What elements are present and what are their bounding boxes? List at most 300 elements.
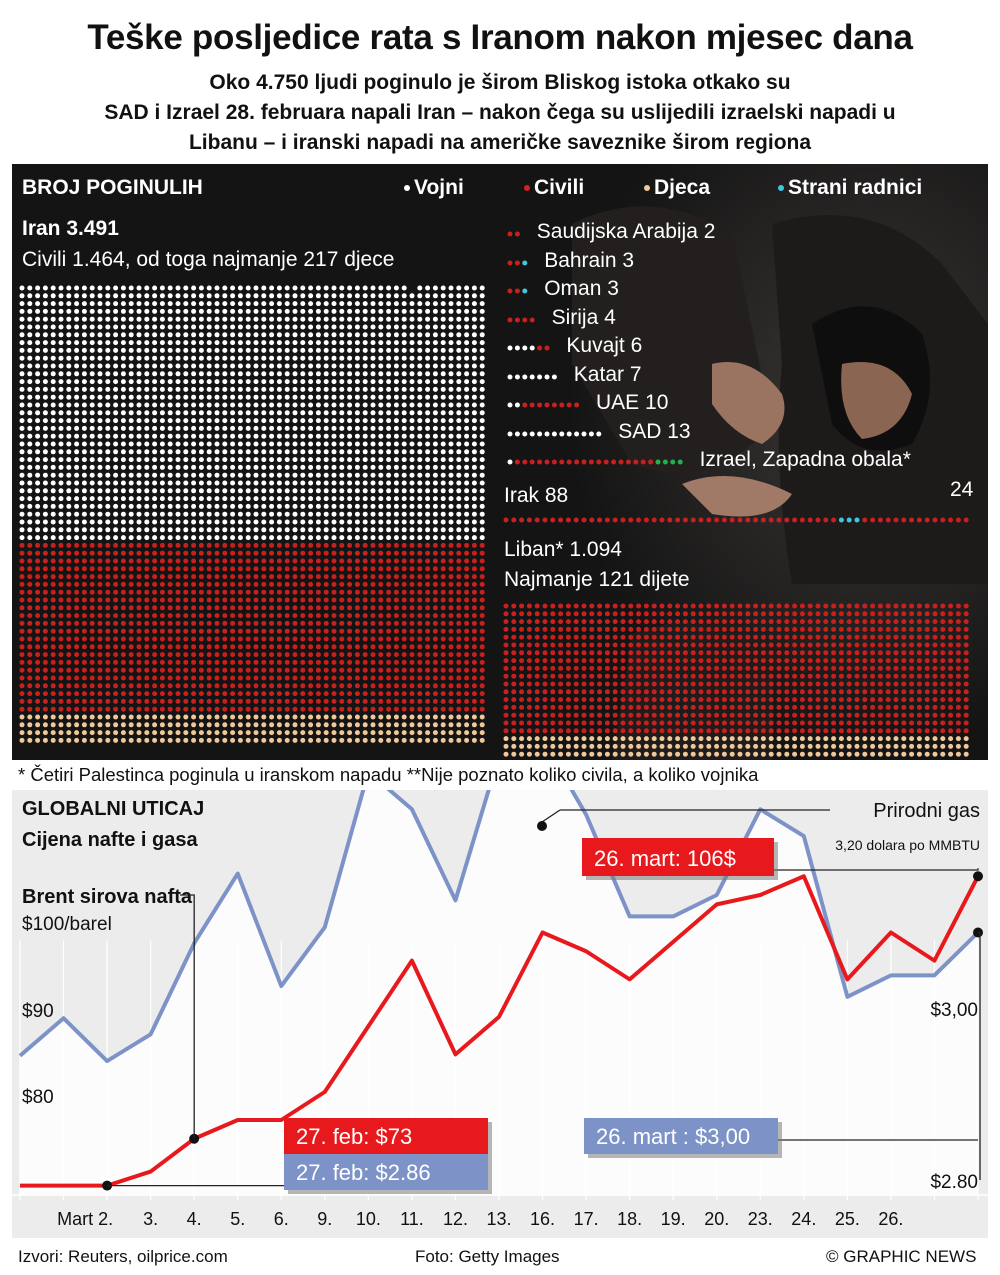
liban-dot xyxy=(855,744,860,749)
iran-dot xyxy=(20,387,25,392)
iran-dot xyxy=(183,395,188,400)
iran-dot xyxy=(35,348,40,353)
liban-dot xyxy=(722,650,727,655)
iran-dot xyxy=(261,598,266,603)
iran-dot xyxy=(191,613,196,618)
iran-dot xyxy=(222,559,227,564)
iran-dot xyxy=(425,340,430,345)
iran-dot xyxy=(121,527,126,532)
liban-dot xyxy=(738,744,743,749)
iran-dot xyxy=(66,395,71,400)
iran-dot xyxy=(160,699,165,704)
iran-dot xyxy=(74,629,79,634)
iran-dot xyxy=(66,449,71,454)
iran-dot xyxy=(222,535,227,540)
iran-dot xyxy=(347,465,352,470)
liban-dot xyxy=(784,705,789,710)
iran-dot xyxy=(378,637,383,642)
iran-dot xyxy=(300,543,305,548)
iran-dot xyxy=(105,325,110,330)
iran-dot xyxy=(464,465,469,470)
iran-dot xyxy=(269,590,274,595)
x-tick-label: 6. xyxy=(273,1209,289,1229)
liban-dot xyxy=(777,674,782,679)
irak-dot xyxy=(753,518,758,523)
iran-dot xyxy=(417,403,422,408)
iran-dot xyxy=(113,317,118,322)
liban-dot xyxy=(644,713,649,718)
iran-dot xyxy=(410,559,415,564)
iran-dot xyxy=(378,426,383,431)
iran-dot xyxy=(464,652,469,657)
iran-dot xyxy=(300,457,305,462)
iran-dot xyxy=(339,613,344,618)
iran-dot xyxy=(59,379,64,384)
iran-dot xyxy=(59,644,64,649)
liban-dot xyxy=(940,619,945,624)
iran-dot xyxy=(332,598,337,603)
iran-dot xyxy=(456,449,461,454)
iran-dot xyxy=(386,434,391,439)
iran-dot xyxy=(199,590,204,595)
iran-dot xyxy=(425,301,430,306)
iran-dot xyxy=(332,535,337,540)
liban-dot xyxy=(800,713,805,718)
iran-dot xyxy=(230,387,235,392)
iran-dot xyxy=(230,340,235,345)
iran-dot xyxy=(191,332,196,337)
iran-dot xyxy=(449,473,454,478)
iran-dot xyxy=(207,559,212,564)
iran-dot xyxy=(433,543,438,548)
iran-dot xyxy=(43,457,48,462)
iran-dot xyxy=(51,293,56,298)
iran-dot xyxy=(20,332,25,337)
iran-dot xyxy=(417,293,422,298)
iran-dot xyxy=(199,543,204,548)
liban-dot xyxy=(706,627,711,632)
liban-dot xyxy=(855,721,860,726)
iran-dot xyxy=(160,512,165,517)
liban-dot xyxy=(901,697,906,702)
iran-dot xyxy=(246,668,251,673)
iran-dot xyxy=(363,582,368,587)
iran-dot xyxy=(183,621,188,626)
iran-dot xyxy=(215,364,220,369)
iran-dot xyxy=(269,644,274,649)
iran-dot xyxy=(293,317,298,322)
liban-dot xyxy=(933,643,938,648)
iran-dot xyxy=(277,730,282,735)
iran-dot xyxy=(168,488,173,493)
iran-dot xyxy=(417,637,422,642)
iran-dot xyxy=(347,504,352,509)
iran-dot xyxy=(285,598,290,603)
iran-dot xyxy=(20,598,25,603)
liban-dot xyxy=(933,736,938,741)
iran-dot xyxy=(285,722,290,727)
iran-dot xyxy=(191,676,196,681)
iran-dot xyxy=(378,317,383,322)
iran-dot xyxy=(394,426,399,431)
iran-dot xyxy=(246,457,251,462)
iran-dot xyxy=(254,707,259,712)
iran-dot xyxy=(27,598,32,603)
iran-dot xyxy=(425,387,430,392)
iran-dot xyxy=(35,621,40,626)
iran-dot xyxy=(121,621,126,626)
iran-dot xyxy=(230,590,235,595)
iran-dot xyxy=(472,496,477,501)
iran-dot xyxy=(394,286,399,291)
iran-dot xyxy=(238,730,243,735)
iran-dot xyxy=(66,442,71,447)
iran-dot xyxy=(308,364,313,369)
iran-dot xyxy=(324,582,329,587)
iran-dot xyxy=(183,457,188,462)
iran-dot xyxy=(417,449,422,454)
iran-dot xyxy=(121,629,126,634)
iran-dot xyxy=(137,496,142,501)
iran-dot xyxy=(20,504,25,509)
liban-dot xyxy=(543,643,548,648)
iran-dot xyxy=(316,715,321,720)
iran-dot xyxy=(339,286,344,291)
iran-dot xyxy=(238,317,243,322)
iran-dot xyxy=(347,566,352,571)
liban-dot xyxy=(925,635,930,640)
liban-dot xyxy=(870,643,875,648)
iran-dot xyxy=(168,301,173,306)
liban-dot xyxy=(839,627,844,632)
iran-dot xyxy=(43,387,48,392)
iran-dot xyxy=(98,395,103,400)
iran-dot xyxy=(378,418,383,423)
liban-dot xyxy=(816,674,821,679)
iran-dot xyxy=(144,590,149,595)
iran-dot xyxy=(20,582,25,587)
country-dot xyxy=(537,431,542,436)
iran-dot xyxy=(59,434,64,439)
iran-dot xyxy=(324,707,329,712)
iran-dot xyxy=(441,465,446,470)
iran-dot xyxy=(449,387,454,392)
iran-dot xyxy=(394,598,399,603)
liban-dot xyxy=(894,643,899,648)
iran-dot xyxy=(378,301,383,306)
iran-dot xyxy=(371,715,376,720)
iran-dot xyxy=(183,629,188,634)
iran-dot xyxy=(20,410,25,415)
iran-dot xyxy=(82,364,87,369)
liban-dot xyxy=(878,674,883,679)
iran-dot xyxy=(433,652,438,657)
iran-dot xyxy=(355,379,360,384)
iran-label: Iran 3.491 xyxy=(22,217,119,240)
liban-dot xyxy=(644,721,649,726)
iran-dot xyxy=(90,527,95,532)
iran-dot xyxy=(144,527,149,532)
iran-dot xyxy=(183,403,188,408)
iran-dot xyxy=(222,457,227,462)
iran-dot xyxy=(480,551,485,556)
iran-dot xyxy=(105,551,110,556)
liban-dot xyxy=(644,635,649,640)
iran-dot xyxy=(230,621,235,626)
liban-dot xyxy=(745,643,750,648)
iran-dot xyxy=(417,348,422,353)
iran-dot xyxy=(417,512,422,517)
iran-dot xyxy=(480,715,485,720)
iran-dot xyxy=(371,613,376,618)
iran-dot xyxy=(168,699,173,704)
iran-dot xyxy=(43,356,48,361)
iran-dot xyxy=(207,488,212,493)
iran-dot xyxy=(90,340,95,345)
iran-dot xyxy=(222,551,227,556)
iran-dot xyxy=(316,699,321,704)
country-dot xyxy=(611,460,616,465)
iran-dot xyxy=(160,652,165,657)
iran-dot xyxy=(90,512,95,517)
liban-dot xyxy=(566,728,571,733)
iran-dot xyxy=(160,481,165,486)
liban-dot xyxy=(605,713,610,718)
iran-dot xyxy=(199,535,204,540)
iran-dot xyxy=(402,535,407,540)
iran-dot xyxy=(207,442,212,447)
iran-dot xyxy=(168,434,173,439)
iran-dot xyxy=(472,691,477,696)
iran-dot xyxy=(144,301,149,306)
iran-dot xyxy=(129,504,134,509)
iran-dot xyxy=(176,395,181,400)
liban-dot xyxy=(652,682,657,687)
iran-dot xyxy=(238,356,243,361)
liban-dot xyxy=(683,619,688,624)
iran-dot xyxy=(316,293,321,298)
liban-dot xyxy=(745,721,750,726)
iran-dot xyxy=(246,488,251,493)
iran-dot xyxy=(402,621,407,626)
iran-dot xyxy=(456,504,461,509)
iran-dot xyxy=(51,722,56,727)
liban-dot xyxy=(925,713,930,718)
iran-dot xyxy=(222,403,227,408)
iran-dot xyxy=(121,426,126,431)
iran-dot xyxy=(66,488,71,493)
iran-dot xyxy=(433,301,438,306)
iran-dot xyxy=(51,387,56,392)
iran-dot xyxy=(43,403,48,408)
iran-dot xyxy=(82,387,87,392)
iran-dot xyxy=(144,722,149,727)
liban-dot xyxy=(730,752,735,757)
country-dot xyxy=(515,346,520,351)
iran-dot xyxy=(456,387,461,392)
liban-dot xyxy=(660,744,665,749)
iran-dot xyxy=(176,715,181,720)
iran-dot xyxy=(339,356,344,361)
iran-dot xyxy=(129,356,134,361)
subtitle-line-1: Oko 4.750 ljudi poginulo je širom Bliskog istoka otkako su xyxy=(209,71,791,94)
iran-dot xyxy=(230,722,235,727)
iran-dot xyxy=(261,715,266,720)
iran-dot xyxy=(472,309,477,314)
iran-dot xyxy=(27,301,32,306)
iran-dot xyxy=(74,387,79,392)
iran-dot xyxy=(168,551,173,556)
iran-dot xyxy=(363,707,368,712)
iran-dot xyxy=(176,551,181,556)
liban-dot xyxy=(901,666,906,671)
iran-dot xyxy=(176,309,181,314)
liban-dot xyxy=(940,650,945,655)
iran-dot xyxy=(144,629,149,634)
iran-dot xyxy=(316,410,321,415)
liban-dot xyxy=(808,627,813,632)
liban-dot xyxy=(652,689,657,694)
iran-dot xyxy=(324,551,329,556)
iran-dot xyxy=(261,434,266,439)
liban-dot xyxy=(761,643,766,648)
iran-dot xyxy=(269,527,274,532)
iran-dot xyxy=(238,629,243,634)
iran-dot xyxy=(176,691,181,696)
iran-dot xyxy=(105,605,110,610)
iran-dot xyxy=(378,730,383,735)
iran-dot xyxy=(238,566,243,571)
iran-dot xyxy=(433,449,438,454)
iran-dot xyxy=(105,598,110,603)
iran-dot xyxy=(20,488,25,493)
iran-dot xyxy=(238,418,243,423)
iran-dot xyxy=(168,504,173,509)
liban-dot xyxy=(558,705,563,710)
irak-dot xyxy=(636,518,641,523)
iran-dot xyxy=(43,293,48,298)
iran-dot xyxy=(113,457,118,462)
iran-dot xyxy=(293,691,298,696)
iran-dot xyxy=(293,504,298,509)
liban-dot xyxy=(683,635,688,640)
country-dot xyxy=(530,374,535,379)
liban-dot xyxy=(699,752,704,757)
iran-dot xyxy=(339,379,344,384)
iran-dot xyxy=(293,457,298,462)
iran-dot xyxy=(144,644,149,649)
iran-dot xyxy=(293,379,298,384)
iran-dot xyxy=(347,605,352,610)
iran-dot xyxy=(332,683,337,688)
iran-dot xyxy=(433,325,438,330)
iran-dot xyxy=(339,293,344,298)
liban-dot xyxy=(784,721,789,726)
iran-dot xyxy=(402,332,407,337)
iran-dot xyxy=(129,598,134,603)
iran-dot xyxy=(105,387,110,392)
liban-dot xyxy=(628,635,633,640)
iran-dot xyxy=(238,660,243,665)
iran-dot xyxy=(285,621,290,626)
iran-dot xyxy=(20,293,25,298)
iran-dot xyxy=(293,676,298,681)
iran-dot xyxy=(417,699,422,704)
iran-dot xyxy=(394,559,399,564)
liban-dot xyxy=(894,604,899,609)
liban-dot xyxy=(722,705,727,710)
iran-dot xyxy=(90,551,95,556)
iran-dot xyxy=(152,590,157,595)
liban-dot xyxy=(628,721,633,726)
iran-dot xyxy=(386,403,391,408)
liban-dot xyxy=(901,611,906,616)
iran-dot xyxy=(441,301,446,306)
iran-dot xyxy=(425,332,430,337)
iran-dot xyxy=(199,426,204,431)
liban-dot xyxy=(761,736,766,741)
irak-dot xyxy=(800,518,805,523)
liban-dot xyxy=(839,752,844,757)
liban-dot xyxy=(597,682,602,687)
liban-dot xyxy=(566,744,571,749)
iran-dot xyxy=(230,395,235,400)
iran-dot xyxy=(66,730,71,735)
iran-dot xyxy=(261,364,266,369)
iran-dot xyxy=(74,473,79,478)
iran-dot xyxy=(456,707,461,712)
iran-dot xyxy=(269,738,274,743)
iran-dot xyxy=(160,520,165,525)
iran-dot xyxy=(293,738,298,743)
liban-dot xyxy=(706,752,711,757)
iran-dot xyxy=(90,566,95,571)
liban-dot xyxy=(644,658,649,663)
liban-dot xyxy=(894,752,899,757)
iran-dot xyxy=(394,488,399,493)
liban-dot xyxy=(543,752,548,757)
iran-dot xyxy=(207,582,212,587)
liban-dot xyxy=(605,611,610,616)
iran-dot xyxy=(82,426,87,431)
iran-dot xyxy=(27,379,32,384)
iran-dot xyxy=(168,325,173,330)
iran-dot xyxy=(74,574,79,579)
iran-dot xyxy=(35,668,40,673)
iran-dot xyxy=(35,449,40,454)
iran-dot xyxy=(456,668,461,673)
iran-dot xyxy=(339,668,344,673)
liban-dot xyxy=(550,635,555,640)
iran-dot xyxy=(293,340,298,345)
liban-dot xyxy=(855,752,860,757)
liban-dot xyxy=(761,752,766,757)
iran-dot xyxy=(472,676,477,681)
iran-dot xyxy=(35,535,40,540)
iran-dot xyxy=(183,340,188,345)
iran-dot xyxy=(238,605,243,610)
iran-dot xyxy=(98,332,103,337)
iran-dot xyxy=(339,715,344,720)
iran-dot xyxy=(261,652,266,657)
iran-dot xyxy=(230,660,235,665)
iran-dot xyxy=(456,364,461,369)
iran-dot xyxy=(285,730,290,735)
liban-dot xyxy=(831,682,836,687)
iran-dot xyxy=(43,730,48,735)
liban-dot xyxy=(909,728,914,733)
iran-dot xyxy=(355,403,360,408)
